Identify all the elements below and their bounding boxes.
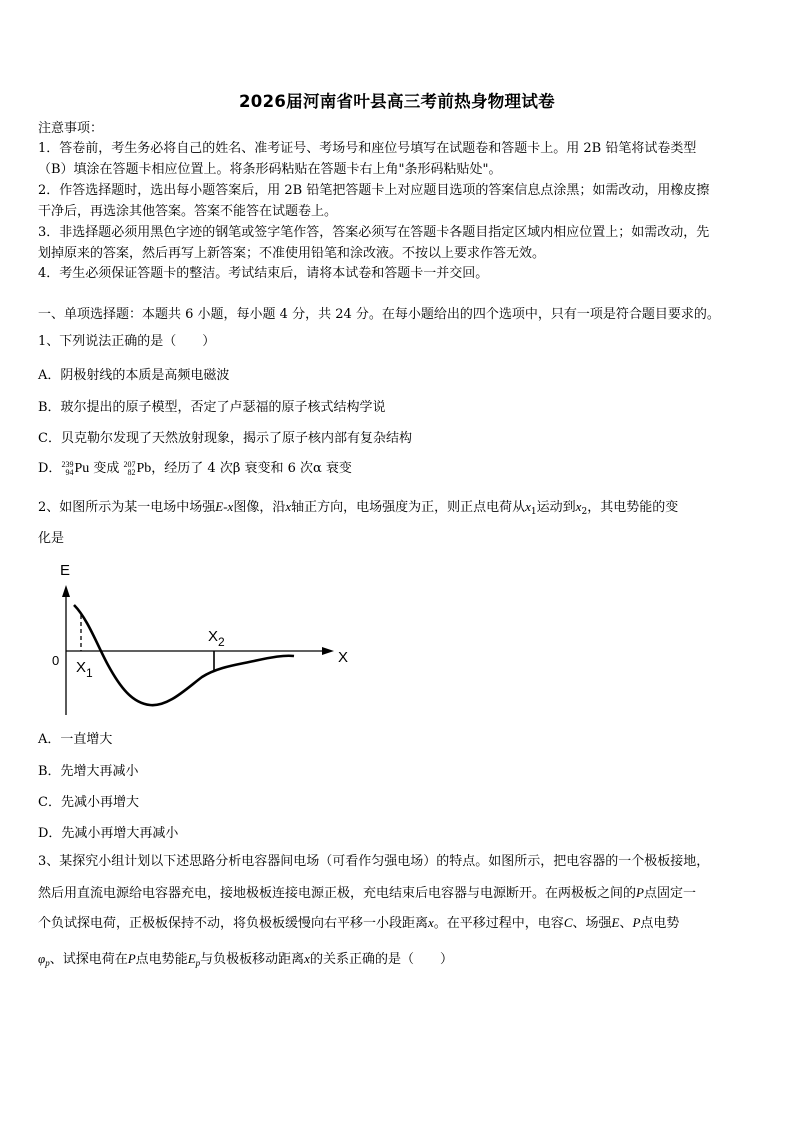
q2-stem-text: ，其电势能的变 [587, 500, 679, 515]
nuclide-pb [124, 460, 152, 477]
nuclide-pu-mass: 239 [61, 460, 74, 469]
notice-line: 划掉原来的答案，然后再写上新答案；不准使用铅笔和涂改液。不按以上要求作答无效。 [38, 246, 546, 261]
notice-line: 3．非选择题必须用黑色字迹的钢笔或签字笔作答，答案必须写在答题卡各题目指定区域内相应位置上；如需改动，先 [38, 225, 710, 240]
q1-option-d [38, 457, 352, 477]
nuclide-pb-mass: 207 [123, 460, 136, 469]
q2-option-a: A．一直增大 [38, 732, 113, 747]
graph-label-x: X [338, 649, 349, 666]
nuclide-pb-z: 82 [127, 468, 136, 477]
graph-curve [74, 605, 294, 705]
question-2-stem-line2: 化是 [38, 531, 65, 546]
graph-label-origin: 0 [52, 653, 60, 668]
q1-option-d-prefix: D． [38, 461, 62, 476]
q3-text: 点电势能 [135, 952, 188, 967]
q3-var-p: P [636, 885, 644, 900]
q3-text: 点固定一 [643, 886, 696, 901]
q3-var-c: C [563, 915, 573, 930]
q3-var-x: x [428, 915, 434, 930]
q3-text: 点电势 [640, 916, 680, 931]
nuclide-pu [61, 460, 89, 477]
q3-var-ep-sub: p [195, 958, 201, 968]
q2-stem-text: 轴正方向，电场强度为正，则正点电荷从 [291, 500, 526, 515]
q1-option-c: C．贝克勒尔发现了天然放射现象，揭示了原子核内部有复杂结构 [38, 431, 412, 446]
graph-y-arrow [62, 585, 70, 597]
q2-option-c: C．先减小再增大 [38, 795, 139, 810]
nuclide-pu-z: 94 [65, 468, 74, 477]
q3-text: 的关系正确的是（ ） [309, 952, 453, 967]
section-heading: 一、单项选择题：本题共 6 小题，每小题 4 分，共 24 分。在每小题给出的四个选项中，只有一项是符合题目要求的。 [38, 307, 720, 322]
q2-stem-text: 2、如图所示为某一电场中场强 [38, 500, 216, 515]
q3-text: 、场强 [572, 916, 612, 931]
q3-var-e: E [611, 915, 620, 930]
graph-label-x2: $X_2$ [208, 628, 225, 649]
ex-graph [40, 555, 370, 730]
notice-heading: 注意事项： [38, 121, 104, 136]
q3-text: 、 [619, 916, 633, 931]
q3-text: 然后用直流电源给电容器充电，接地极板连接电源正极，充电结束后电容器与电源断开。在两极板之间的 [38, 886, 637, 901]
question-1-stem: 1、下列说法正确的是（ ） [38, 334, 216, 349]
ex-graph-svg [40, 555, 370, 730]
nuclide-pb-symbol: Pb [136, 461, 152, 476]
page-title: 2026届河南省叶县高三考前热身物理试卷 [239, 92, 555, 111]
notice-line: 2．作答选择题时，选出每小题答案后，用 2B 铅笔把答题卡上对应题目选项的答案信息点涂黑；如需改动，用橡皮擦 [38, 183, 710, 198]
q3-text: 、试探电荷在 [49, 952, 128, 967]
question-3-line1: 3、某探究小组计划以下述思路分析电容器间电场（可看作匀强电场）的特点。如图所示，把电容器的一个极板接地， [38, 854, 710, 869]
q3-text: 个负试探电荷，正极板保持不动，将负极板缓慢向右平移一小段距离 [38, 916, 429, 931]
q2-stem-text: 图像，沿 [233, 500, 286, 515]
q2-stem-x1: x [525, 499, 531, 514]
q3-text: 与负极板移动距离 [200, 952, 305, 967]
question-3-line2 [38, 884, 696, 903]
question-3-line3 [38, 914, 679, 933]
q1-option-d-suffix: ，经历了 4 次β 衰变和 6 次α 衰变 [151, 461, 352, 476]
graph-label-x1: $X_1$ [76, 659, 93, 680]
q3-var-p: P [632, 915, 641, 930]
q2-stem-x2-sub: 2 [581, 507, 588, 517]
q1-option-a: A．阴极射线的本质是高频电磁波 [38, 368, 230, 383]
q3-text: 。在平移过程中，电容 [433, 916, 564, 931]
q2-stem-x1-sub: 1 [530, 507, 537, 517]
q3-var-x: x [304, 951, 310, 966]
q2-stem-text: 运动到 [536, 500, 576, 515]
q2-stem-x2: x [575, 499, 582, 514]
notice-line: 1．答卷前，考生务必将自己的姓名、准考证号、考场号和座位号填写在试题卷和答题卡上。用 2B 铅笔将试卷类型 [38, 141, 697, 156]
graph-x-arrow [322, 647, 334, 655]
notice-line: （B）填涂在答题卡相应位置上。将条形码粘贴在答题卡右上角"条形码粘贴处"。 [38, 162, 502, 177]
q2-option-b: B．先增大再减小 [38, 764, 139, 779]
q1-option-b: B．玻尔提出的原子模型，否定了卢瑟福的原子核式结构学说 [38, 400, 386, 415]
question-3-line4 [38, 950, 453, 972]
q3-var-ep: E [187, 951, 196, 966]
q2-stem-ex: E-x [215, 499, 234, 514]
q3-var-p: P [127, 951, 136, 966]
q1-option-d-mid: 变成 [89, 461, 124, 476]
question-2-stem [38, 498, 678, 521]
q3-var-phi: φ [38, 951, 46, 966]
graph-label-e: E [60, 562, 71, 579]
q3-var-phi-sub: p [45, 958, 50, 968]
notice-line: 干净后，再选涂其他答案。答案不能答在试题卷上。 [38, 204, 338, 219]
nuclide-pu-symbol: Pu [74, 461, 90, 476]
q2-stem-x: x [285, 499, 292, 514]
notice-line: 4．考生必须保证答题卡的整洁。考试结束后，请将本试卷和答题卡一并交回。 [38, 266, 489, 281]
q2-option-d: D．先减小再增大再减小 [38, 826, 179, 841]
